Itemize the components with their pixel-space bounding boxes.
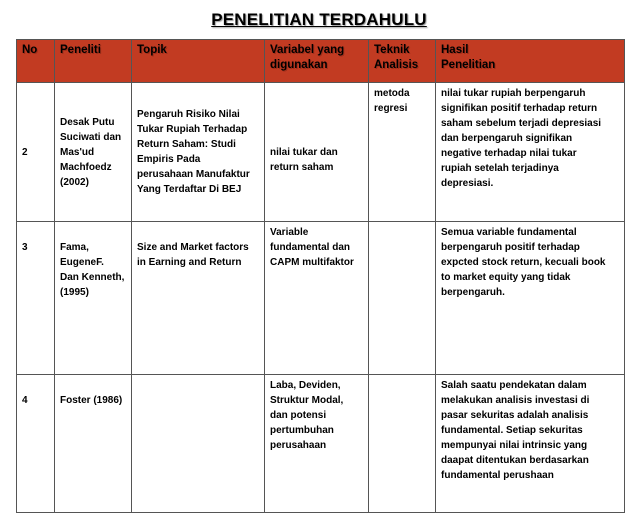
table-row [17, 375, 625, 513]
page-title: PENELITIAN TERDAHULU [211, 10, 427, 29]
cell-variabel: Laba, Deviden, Struktur Modal, dan potensi pertumbuhan perusahaan [265, 375, 369, 513]
cell-peneliti: Desak Putu Suciwati dan Mas'ud Machfoedz (2002) [55, 83, 132, 222]
cell-hasil: nilai tukar rupiah berpengaruh signifikan positif terhadap return saham sebelum terjadi depresiasi dan berpengaruh signifikan negative terhadap nilai tukar rupiah setelah terjadinya depresiasi. [436, 83, 625, 222]
table-header-row [17, 40, 625, 83]
cell-teknik [369, 222, 436, 375]
cell-peneliti: Fama, EugeneF. Dan Kenneth, (1995) [55, 222, 132, 375]
research-table [16, 39, 625, 513]
header-no: No [17, 40, 55, 83]
cell-topik [132, 375, 265, 513]
cell-hasil: Semua variable fundamental berpengaruh positif terhadap expcted stock return, kecuali book to market equity yang tidak berpengaruh. [436, 222, 625, 375]
cell-teknik: metoda regresi [369, 83, 436, 222]
cell-hasil: Salah saatu pendekatan dalam melakukan analisis investasi di pasar sekuritas adalah analisis fundamental. Setiap sekuritas mempunyai nilai intrinsic yang daapat ditentukan berdasarkan fundamental perushaan [436, 375, 625, 513]
cell-variabel: nilai tukar dan return saham [265, 83, 369, 222]
header-topik: Topik [132, 40, 265, 83]
header-teknik: Teknik Analisis [369, 40, 436, 83]
table-row [17, 222, 625, 375]
cell-no: 4 [17, 375, 55, 513]
cell-teknik [369, 375, 436, 513]
cell-variabel: Variable fundamental dan CAPM multifaktor [265, 222, 369, 375]
header-peneliti: Peneliti [55, 40, 132, 83]
table-row [17, 83, 625, 222]
cell-topik: Pengaruh Risiko Nilai Tukar Rupiah Terhadap Return Saham: Studi Empiris Pada perusahaan Manufaktur Yang Terdaftar Di BEJ [132, 83, 265, 222]
cell-peneliti: Foster (1986) [55, 375, 132, 513]
cell-topik: Size and Market factors in Earning and Return [132, 222, 265, 375]
header-variabel: Variabel yang digunakan [265, 40, 369, 83]
cell-no: 3 [17, 222, 55, 375]
cell-no: 2 [17, 83, 55, 222]
header-hasil: Hasil Penelitian [436, 40, 625, 83]
